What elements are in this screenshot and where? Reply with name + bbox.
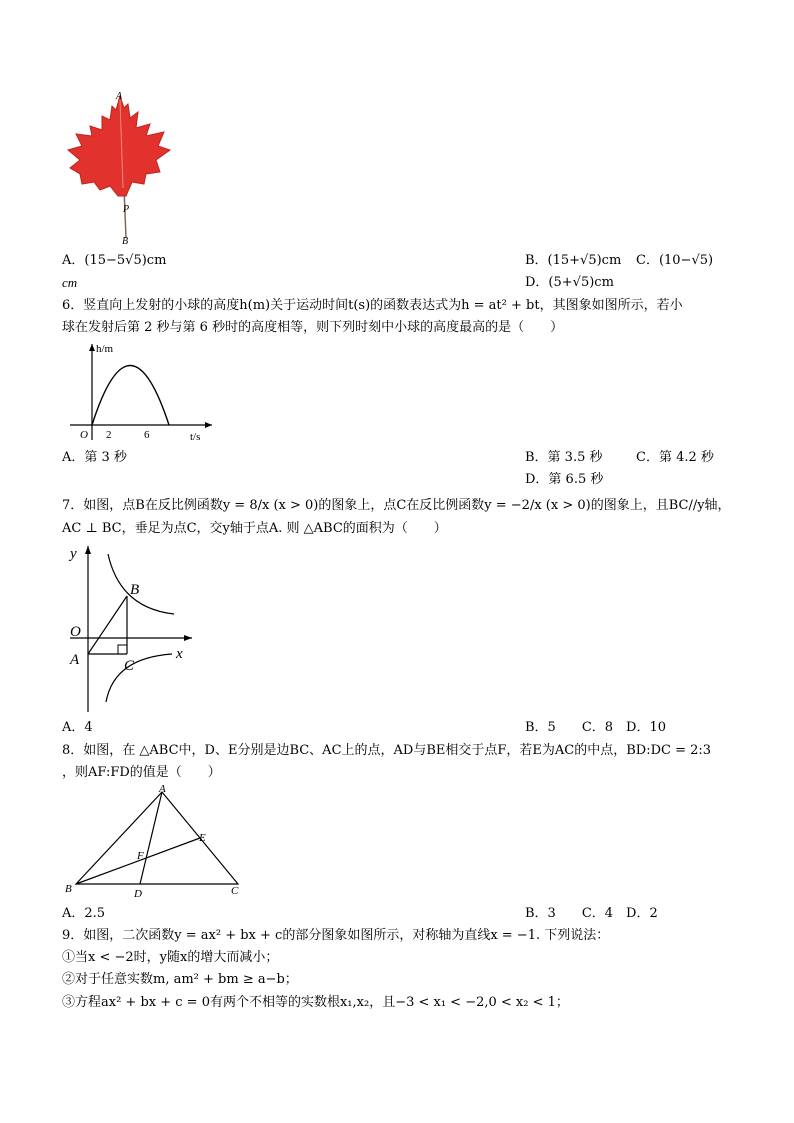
q6-ylabel: h/m (96, 343, 114, 355)
q7-figure (64, 540, 204, 714)
q7-right-angle-mark (118, 645, 127, 654)
q6-option-c: C．第 4.2 秒 (636, 450, 714, 465)
q7-label-b: B (130, 582, 140, 598)
q9-statement-1: ①当x < −2时，y随x的增大而减小； (62, 950, 279, 965)
q7-label-o: O (70, 624, 81, 640)
q7-options-bcd: B．5 C．8 D．10 (525, 720, 667, 735)
leaf-label-p: P (123, 204, 130, 215)
q7-text-line2: AC ⊥ BC，垂足为点C，交y轴于点A. 则 △ABC的面积为（ ） (62, 521, 447, 536)
q8-segment-ad (140, 792, 162, 884)
q6-tick-2: 2 (106, 429, 112, 441)
q8-label-c: C (231, 885, 239, 897)
q6-text-line1: 6．竖直向上发射的小球的高度h(m)关于运动时间t(s)的函数表达式为h = at² + bt，其图象如图所示，若小 (62, 298, 683, 313)
q7-curve-negative (106, 654, 172, 702)
maple-leaf-figure (60, 88, 180, 250)
q5-option-b: B．(15+√5)cm (525, 253, 622, 268)
q7-label-y: y (70, 546, 77, 562)
q7-option-a: A．4 (62, 720, 93, 735)
q6-option-d: D．第 6.5 秒 (525, 472, 604, 487)
leaf-label-b: B (122, 236, 129, 247)
q6-origin: O (80, 429, 88, 441)
q5-option-d: D．(5+√5)cm (525, 275, 614, 290)
q8-label-f: F (137, 850, 144, 862)
q8-label-e: E (199, 832, 206, 844)
q6-graph (66, 340, 216, 444)
q9-text-line1: 9．如图，二次函数y = ax² + bx + c的部分图象如图所示，对称轴为直线x = −1. 下列说法： (62, 928, 610, 943)
q8-options-bcd: B．3 C．4 D．2 (525, 906, 658, 921)
q6-option-b: B．第 3.5 秒 (525, 450, 603, 465)
leaf-label-a: A (116, 91, 123, 102)
q9-statement-2: ②对于任意实数m, am² + bm ≥ a−b； (62, 972, 298, 987)
q6-tick-6: 6 (144, 429, 150, 441)
q7-curve-positive (108, 554, 174, 614)
q8-text-line2: ，则AF:FD的值是（ ） (62, 765, 221, 780)
q6-option-a: A．第 3 秒 (62, 450, 127, 465)
q8-text-line1: 8．如图，在 △ABC中，D、E分别是边BC、AC上的点，AD与BE相交于点F，若E为AC的中点，BD:DC = 2:3 (62, 743, 712, 758)
q7-text-line1: 7．如图，点B在反比例函数y = 8/x (x > 0)的图象上，点C在反比例函数y = −2/x (x > 0)的图象上，且BC//y轴， (62, 498, 731, 513)
q5-option-a-unit: cm (62, 275, 78, 290)
q8-label-d: D (134, 888, 142, 900)
q5-option-c: C．(10−√5) (636, 253, 714, 268)
q7-label-x: x (176, 646, 183, 662)
q6-xlabel: t/s (190, 431, 201, 443)
q8-label-b: B (65, 883, 72, 895)
q8-option-a: A．2.5 (62, 906, 106, 921)
q8-label-a: A (159, 784, 166, 795)
q7-label-c: C (124, 658, 135, 674)
q8-triangle-abc (76, 792, 238, 884)
q6-text-line2: 球在发射后第 2 秒与第 6 秒时的高度相等，则下列时刻中小球的高度最高的是（ ） (62, 320, 564, 335)
q6-parabola (92, 366, 169, 426)
q8-figure (62, 784, 242, 900)
q9-statement-3: ③方程ax² + bx + c = 0有两个不相等的实数根x₁,x₂，且−3 < x₁ < −2,0 < x₂ < 1； (62, 995, 569, 1010)
q7-label-a: A (70, 652, 80, 668)
q5-option-a: A．(15−5√5)cm (62, 253, 167, 268)
leaf-shape (68, 96, 170, 196)
